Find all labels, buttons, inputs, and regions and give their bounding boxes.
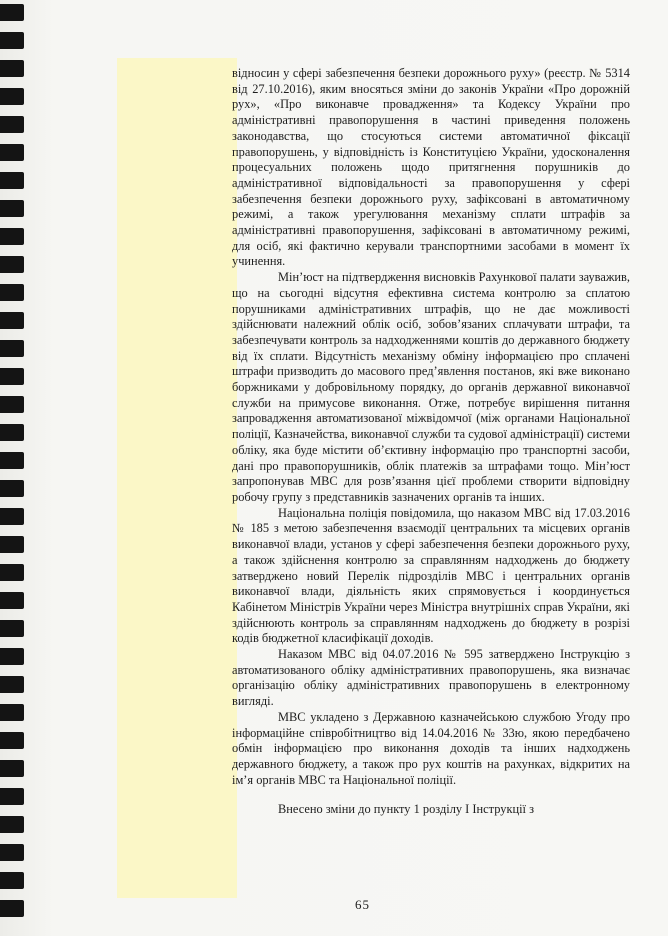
margin-highlight: [117, 58, 237, 898]
body-text: [232, 66, 630, 818]
paragraph-3: Національна поліція повідомила, що наказом МВС від 17.03.2016 № 185 з метою забезпечення взаємодії центральних та місцевих органів виконавчої влади, установ у сфері забезпечення безпеки дорожнього руху, а також здійснення контролю за справлянням надходжень до бюджету затверджено новий Перелік підрозділів МВС і центральних органів виконавчої влади, діяльність яких спрямовується і координується Кабінетом Міністрів України через Міністра внутрішніх справ України, які здійснюють контроль за справлянням надходжень до бюджету в розрізі кодів бюджетної класифікації доходів.: [232, 505, 630, 646]
spiral-binding: [0, 0, 26, 936]
paragraph-5: МВС укладено з Державною казначейською службою Угоду про інформаційне співробітництво від 14.04.2016 № 33ю, якою передбачено обмін інформацією про виконання доходів та інших надходжень державного бюджету, а також про рух коштів на рахунках, відкритих на ім’я органів МВС та Національної поліції.: [232, 709, 630, 787]
paragraph-4: Наказом МВС від 04.07.2016 № 595 затверджено Інструкцію з автоматизованого обліку адміністративних правопорушень, яка визначає організацію обліку адміністративних правопорушень в електронному вигляді.: [232, 647, 630, 709]
paragraph-2: Мін’юст на підтвердження висновків Рахункової палати зауважив, що на сьогодні відсутня ефективна система контролю за сплатою порушниками адміністративних штрафів, що не дає можливості здійснювати належний облік осіб, зобов’язаних сплачувати штрафи, та забезпечувати контроль за надходженнями коштів до державного бюджету від їх сплати. Відсутність механізму обміну інформацією про сплачені штрафи призводить до масового пред’явлення постанов, які вже виконано боржниками у добровільному порядку, до органів державної виконавчої служби на примусове виконання. Отже, потребує вирішення питання запровадження автоматизованої міжвідомчої (між органами Національної поліції, Казначейства, виконавчої служби та судової адміністрації) системи обліку, яка буде містити об’єктивну інформацію про транспортні засоби, дані про правопорушників, облік платежів за штрафами тощо. Мін’юст запропонував МВС для розв’язання цієї проблеми створити відповідну робочу групу з представників зазначених органів та інших.: [232, 270, 630, 504]
paragraph-6: Внесено зміни до пункту 1 розділу І Інструкції з: [278, 802, 534, 817]
page-number: 65: [355, 897, 370, 912]
paragraph-1: відносин у сфері забезпечення безпеки дорожнього руху» (реєстр. № 5314 від 27.10.2016), яким вносяться зміни до законів України «Про дорожній рух», «Про виконавче провадження» та Кодексу України про адміністративні правопорушення в частині приведення положень законодавства, що стосуються системи автоматичної фіксації правопорушень, у відповідність із Конституцією України, удосконалення процесуальних положень щодо притягнення порушників до адміністративної відповідальності за правопорушення у сфері забезпечення безпеки дорожнього руху, зафіксовані в автоматичному режимі, а також урегулювання механізму сплати штрафів за адміністративні правопорушення, зафіксовані в автоматичному режимі, для осіб, які фактично керували транспортними засобами в момент їх учинення.: [232, 66, 630, 269]
